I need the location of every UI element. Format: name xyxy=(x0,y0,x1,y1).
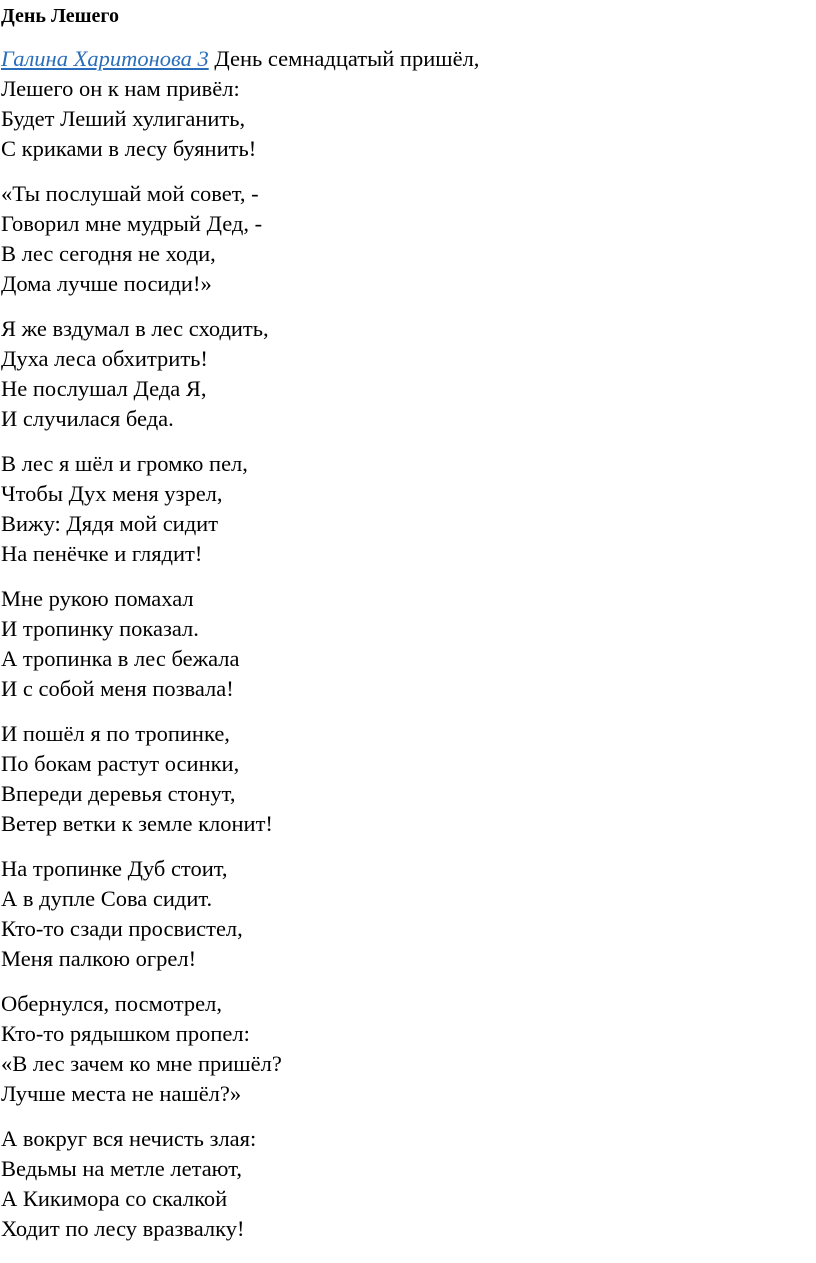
poem-line: А в дупле Сова сидит. xyxy=(1,886,213,911)
poem-line: С криками в лесу буянить! xyxy=(1,136,257,161)
stanza-3 xyxy=(1,314,816,434)
stanza-2 xyxy=(1,179,816,299)
poem-line: По бокам растут осинки, xyxy=(1,751,240,776)
stanza-8 xyxy=(1,989,816,1109)
stanza-9 xyxy=(1,1124,816,1244)
poem-line: И с собой меня позвала! xyxy=(1,676,234,701)
poem-line: Впереди деревья стонут, xyxy=(1,781,236,806)
stanza-4 xyxy=(1,449,816,569)
poem-line: Я же вздумал в лес сходить, xyxy=(1,316,269,341)
stanza-5 xyxy=(1,584,816,704)
poem-line: На пенёчке и глядит! xyxy=(1,541,203,566)
stanza-6 xyxy=(1,719,816,839)
poem-line: На тропинке Дуб стоит, xyxy=(1,856,228,881)
poem-line: Обернулся, посмотрел, xyxy=(1,991,222,1016)
poem-title: День Лешего xyxy=(1,5,119,27)
poem-line: Лучше места не нашёл?» xyxy=(1,1081,242,1106)
poem-line: И тропинку показал. xyxy=(1,616,199,641)
poem-line: Ведьмы на метле летают, xyxy=(1,1156,242,1181)
poem-line: А тропинка в лес бежала xyxy=(1,646,240,671)
poem-line: Кто-то сзади просвистел, xyxy=(1,916,243,941)
author-link[interactable]: Галина Харитонова 3 xyxy=(1,46,209,71)
poem-line: «В лес зачем ко мне пришёл? xyxy=(1,1051,282,1076)
poem-line: А Кикимора со скалкой xyxy=(1,1186,228,1211)
poem-line-text: День семнадцатый пришёл, xyxy=(214,46,480,71)
poem-line: Говорил мне мудрый Дед, - xyxy=(1,211,263,236)
stanza-7 xyxy=(1,854,816,974)
poem-line: Духа леса обхитрить! xyxy=(1,346,208,371)
poem-line: И пошёл я по тропинке, xyxy=(1,721,230,746)
poem-line: «Ты послушай мой совет, - xyxy=(1,181,259,206)
poem-line: В лес я шёл и громко пел, xyxy=(1,451,248,476)
stanza-1 xyxy=(1,44,816,164)
poem-line: Меня палкою огрел! xyxy=(1,946,197,971)
poem-line: Ходит по лесу вразвалку! xyxy=(1,1216,245,1241)
poem-line: Дома лучше посиди!» xyxy=(1,271,212,296)
poem-line: Ветер ветки к земле клонит! xyxy=(1,811,273,836)
poem-line: Мне рукою помахал xyxy=(1,586,194,611)
poem-line: Чтобы Дух меня узрел, xyxy=(1,481,223,506)
poem-line: А вокруг вся нечисть злая: xyxy=(1,1126,257,1151)
poem-line: Лешего он к нам привёл: xyxy=(1,76,240,101)
poem-line xyxy=(1,44,816,74)
poem-line: Будет Леший хулиганить, xyxy=(1,106,246,131)
poem-line: И случилася беда. xyxy=(1,406,174,431)
poem-line: Не послушал Деда Я, xyxy=(1,376,207,401)
poem-line: Вижу: Дядя мой сидит xyxy=(1,511,219,536)
poem-line: В лес сегодня не ходи, xyxy=(1,241,216,266)
poem-line: Кто-то рядышком пропел: xyxy=(1,1021,250,1046)
